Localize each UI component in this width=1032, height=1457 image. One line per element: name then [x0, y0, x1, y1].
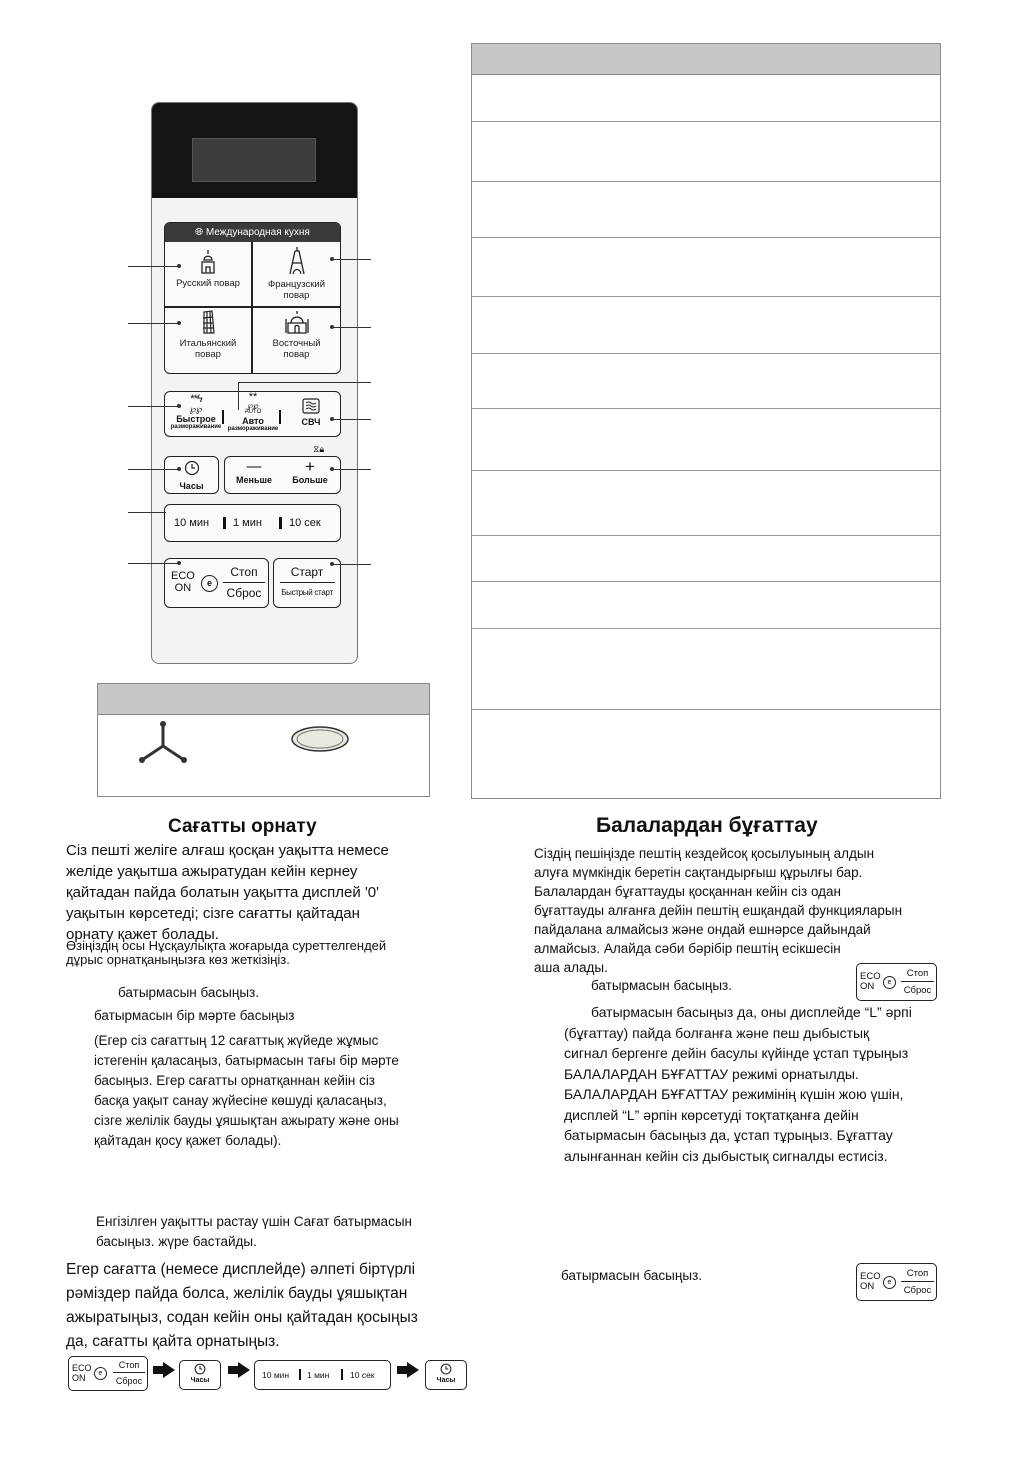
- arrow-right-icon: [153, 1366, 163, 1374]
- callout-dot: [177, 561, 181, 565]
- arrow-right-icon: [397, 1366, 407, 1374]
- divider: [901, 981, 934, 982]
- callout-dot: [177, 467, 181, 471]
- clock-section-title: Сағатты орнату: [168, 816, 317, 837]
- callout-line: [128, 323, 179, 324]
- roller-ring-icon: [136, 720, 190, 764]
- callout-dot: [330, 417, 334, 421]
- eco-label: ECO ON: [171, 570, 195, 594]
- child-lock-intro: Сіздің пешіңізде пештің кездейсоқ қосылуының алдын алуға мүмкіндік беретін сақтандырғыш құрылғы бар. Балалардан бұғаттауды қосқаннан кейін сіз одан бұғаттауды алғанға дейін пештің ешқандай функцияларын пайдалана алмайсыз және ондай ешнәрсе дайындай алмайсыз. Алайда сәби бәрібір пештің есікшесін аша алады.: [534, 846, 903, 975]
- clock-button[interactable]: Часы: [164, 456, 219, 494]
- start-button[interactable]: Старт Быстрый старт: [273, 558, 341, 608]
- arrow-right-icon: [407, 1362, 419, 1378]
- auto-defrost-button[interactable]: ** ℘℘ AUTO Авто размораживание: [225, 392, 281, 433]
- callout-line: [128, 266, 179, 267]
- less-button[interactable]: — Меньше: [236, 458, 272, 485]
- callout-dot: [177, 264, 181, 268]
- ten-min-button[interactable]: 10 мин: [174, 517, 210, 529]
- divider: [280, 582, 335, 583]
- clock-button[interactable]: Часы: [425, 1360, 467, 1390]
- clock-warning: Егер сағатта (немесе дисплейде) әлпеті біртүрлі рәміздер пайда болса, желілік бауды ұяшықтан ажыратыңыз, содан кейін оны қайтадан қосыңыз да, сағатты қайта орнатыңыз.: [66, 1261, 418, 1350]
- mosque-icon: [284, 309, 310, 335]
- table-row: [472, 181, 940, 182]
- callout-line: [332, 469, 371, 470]
- child-lock-step-1: батырмасын басыңыз.: [591, 978, 732, 993]
- oriental-chef-button[interactable]: Восточный повар: [252, 309, 341, 371]
- table-row: [472, 628, 940, 629]
- table-row: [472, 470, 940, 471]
- eco-label: ECO ON: [860, 971, 881, 992]
- eco-stop-button[interactable]: ECO ON e Стоп Сброс: [68, 1356, 148, 1391]
- callout-line: [128, 512, 166, 513]
- separator: [223, 517, 226, 529]
- one-min-button[interactable]: 1 мин: [233, 517, 262, 529]
- table-row: [472, 408, 940, 409]
- table-row: [472, 296, 940, 297]
- feature-table-header: [472, 44, 940, 75]
- feature-table: [471, 43, 941, 799]
- french-chef-button[interactable]: Французский повар: [252, 245, 341, 305]
- time-buttons-group: [164, 504, 341, 542]
- callout-line: [238, 382, 371, 383]
- accessories-header: [98, 684, 429, 715]
- table-row: [472, 709, 940, 710]
- divider: [901, 1281, 934, 1282]
- divider: [165, 306, 340, 308]
- clock-button[interactable]: Часы: [179, 1360, 221, 1390]
- clock-icon: [194, 1363, 206, 1375]
- callout-line: [128, 563, 179, 564]
- time-buttons-group: 10 мин 1 мин 10 сек: [254, 1360, 391, 1390]
- callout-dot: [330, 325, 334, 329]
- ten-sec-button[interactable]: 10 сек: [289, 517, 321, 529]
- child-lock-section-title: Балалардан бұғаттау: [596, 814, 818, 837]
- callout-line: [332, 259, 371, 260]
- table-row: [472, 581, 940, 582]
- arrow-right-icon: [163, 1362, 175, 1378]
- drop-icon: ℘℘: [189, 404, 203, 414]
- international-cuisine-group: [164, 222, 341, 374]
- callout-dot: [330, 562, 334, 566]
- callout-line: [332, 419, 371, 420]
- eco-stop-button[interactable]: ECO ON e Стоп Сброс: [164, 558, 269, 608]
- hourglass-lock-icon: ⧖🔒︎: [313, 444, 325, 454]
- separator: [299, 1369, 301, 1380]
- display-screen: [192, 138, 316, 182]
- italian-chef-button[interactable]: Итальянский повар: [165, 309, 251, 371]
- clock-step-1: батырмасын басыңыз.: [118, 985, 259, 1000]
- glass-tray-icon: [290, 724, 350, 754]
- callout-dot: [330, 257, 334, 261]
- arrow-right-icon: [228, 1366, 238, 1374]
- eco-stop-button[interactable]: ECO ON e Стоп Сброс: [856, 963, 937, 1001]
- separator: [279, 410, 281, 424]
- defrost-microwave-group: [164, 391, 341, 437]
- drop-icon: ℘℘: [247, 401, 259, 410]
- child-lock-step-3: батырмасын басыңыз.: [561, 1268, 702, 1283]
- child-lock-step-2: батырмасын басыңыз да, оны дисплейде “L” әрпі (бұғаттау) пайда болғанға және пеш дыбыстық сигнал бергенге дейін басулы күйінде ұстап тұрыңыз БАЛАЛАРДАН БҰҒАТТАУ режимі орнатылды. БАЛАЛАРДАН БҰҒАТТАУ режимінің күшін жою үшін, дисплей “L” әрпін көрсетуді тоқтатқанға дейін батырмасын басыңыз да, ұстап тұрыңыз. Бұғаттау алынғаннан кейін сіз дыбыстық сигналды естисіз.: [564, 1004, 912, 1164]
- snowflake-icon: **ϟ: [190, 393, 202, 405]
- panel-display-area: [152, 103, 357, 198]
- clock-note: Өзіңіздің осы Нұсқаулықта жоғарыда суреттелгендей дұрыс орнатқаныңызға көз жеткізіңіз.: [66, 938, 387, 967]
- eco-leaf-icon: e: [201, 575, 218, 592]
- microwave-waves-icon: [302, 398, 320, 414]
- more-button[interactable]: + Больше: [292, 457, 328, 485]
- separator: [341, 1369, 343, 1380]
- divider: [223, 582, 265, 583]
- clock-intro: Сіз пешті желіге алғаш қосқан уақытта немесе желіде уақытша ажыратудан кейін кернеу қайтадан пайда болатын уақытта дисплей '0' уақытын көрсетеді; сізге сағатты қайтадан орнату қажет болады.: [66, 842, 389, 943]
- table-row: [472, 353, 940, 354]
- table-row: [472, 121, 940, 122]
- microwave-button[interactable]: СВЧ: [285, 398, 337, 427]
- eco-leaf-icon: e: [883, 1276, 896, 1289]
- callout-line: [128, 406, 179, 407]
- arrow-right-icon: [238, 1362, 250, 1378]
- eco-stop-button[interactable]: ECO ON e Стоп Сброс: [856, 1263, 937, 1301]
- callout-line: [128, 469, 179, 470]
- russian-church-icon: [197, 249, 219, 275]
- eco-leaf-icon: e: [883, 976, 896, 989]
- callout-line: [332, 564, 371, 565]
- eco-label: ECO ON: [72, 1363, 92, 1383]
- clock-icon: [184, 460, 200, 476]
- less-more-group: [224, 456, 341, 494]
- accessories-table: [97, 683, 430, 797]
- globe-icon: 🌐︎: [195, 227, 204, 238]
- clock-paren-note: (Егер сіз сағаттың 12 сағаттық жүйеде жұмыс істегенін қаласаңыз, батырмасын тағы бір мәрте басыңыз. Егер сағатты орнатқаннан кейін сіз басқа уақыт санау жүйесіне көшуді қаласаңыз, сізге желілік бауды ұяшықтан ажырату және оны қайтадан қосу қажет болады).: [94, 1033, 399, 1148]
- eiffel-tower-icon: [286, 246, 308, 276]
- clock-confirm: Енгізілген уақытты растау үшін Сағат батырмасын басыңыз. жүре бастайды.: [96, 1214, 412, 1249]
- russian-chef-button[interactable]: Русский повар: [165, 245, 251, 305]
- leaning-tower-icon: [198, 309, 218, 335]
- eco-label: ECO ON: [860, 1271, 881, 1292]
- callout-line: [332, 327, 371, 328]
- table-row: [472, 237, 940, 238]
- clock-step-2: батырмасын бір мәрте басыңыз: [94, 1008, 295, 1023]
- callout-dot: [330, 467, 334, 471]
- callout-dot: [177, 321, 181, 325]
- quick-defrost-button[interactable]: **ϟ ℘℘ Быстрое размораживание: [165, 394, 227, 431]
- separator: [279, 517, 282, 529]
- snowflake-icon: **: [248, 391, 258, 403]
- separator: [222, 410, 224, 424]
- eco-leaf-icon: e: [94, 1367, 107, 1380]
- table-row: [472, 535, 940, 536]
- callout-line: [238, 382, 239, 410]
- cuisine-header: 🌐︎ Международная кухня: [165, 223, 340, 242]
- clock-icon: [440, 1363, 452, 1375]
- divider: [113, 1372, 145, 1373]
- callout-dot: [177, 404, 181, 408]
